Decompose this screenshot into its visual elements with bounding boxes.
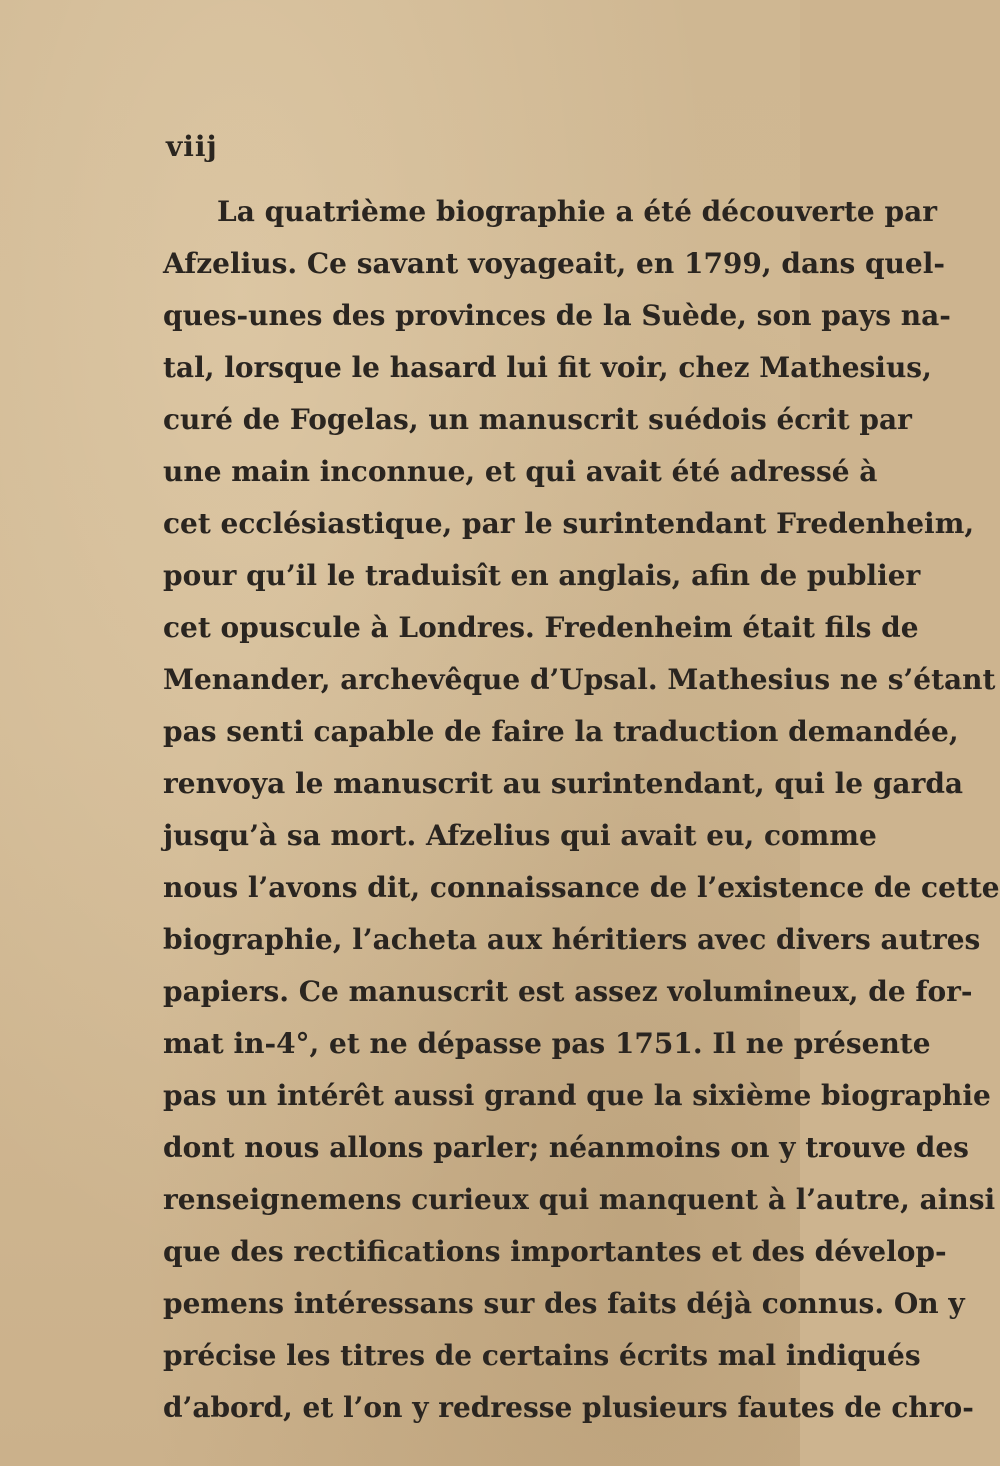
text-line: que des rectifications importantes et des dévelop- xyxy=(163,1235,947,1268)
text-line: cet opuscule à Londres. Fredenheim était fils de xyxy=(163,611,919,644)
text-line: jusqu’à sa mort. Afzelius qui avait eu, comme xyxy=(163,819,877,852)
text-line: une main inconnue, et qui avait été adressé à xyxy=(163,455,878,488)
text-line: papiers. Ce manuscrit est assez volumineux, de for- xyxy=(163,975,973,1008)
text-line: tal, lorsque le hasard lui fit voir, chez Mathesius, xyxy=(163,351,932,384)
text-line: pour qu’il le traduisît en anglais, afin de publier xyxy=(163,559,921,592)
text-line: nous l’avons dit, connaissance de l’existence de cette xyxy=(163,871,1000,904)
text-line: biographie, l’acheta aux héritiers avec divers autres xyxy=(163,923,981,956)
text-line: mat in-4°, et ne dépasse pas 1751. Il ne présente xyxy=(163,1027,931,1060)
text-line: renvoya le manuscrit au surintendant, qui le garda xyxy=(163,767,964,800)
text-line: pas un intérêt aussi grand que la sixième biographie xyxy=(163,1079,991,1112)
text-line: précise les titres de certains écrits mal indiqués xyxy=(163,1339,921,1372)
text-line: Menander, archevêque d’Upsal. Mathesius ne s’étant xyxy=(163,663,996,696)
text-line: Afzelius. Ce savant voyageait, en 1799, dans quel- xyxy=(163,247,945,280)
text-line: ques-unes des provinces de la Suède, son pays na- xyxy=(163,299,951,332)
text-line: renseignemens curieux qui manquent à l’autre, ainsi xyxy=(163,1183,996,1216)
text-line: pas senti capable de faire la traduction demandée, xyxy=(163,715,959,748)
text-line: d’abord, et l’on y redresse plusieurs fautes de chro- xyxy=(163,1391,974,1424)
text-line: curé de Fogelas, un manuscrit suédois écrit par xyxy=(163,403,912,436)
text-line: dont nous allons parler; néanmoins on y trouve des xyxy=(163,1131,969,1164)
body-text xyxy=(163,186,1000,1434)
text-line: cet ecclésiastique, par le surintendant Fredenheim, xyxy=(163,507,975,540)
text-line: La quatrième biographie a été découverte par xyxy=(217,195,937,228)
text-line: pemens intéressans sur des faits déjà connus. On y xyxy=(163,1287,965,1320)
page-number: viij xyxy=(166,130,218,163)
